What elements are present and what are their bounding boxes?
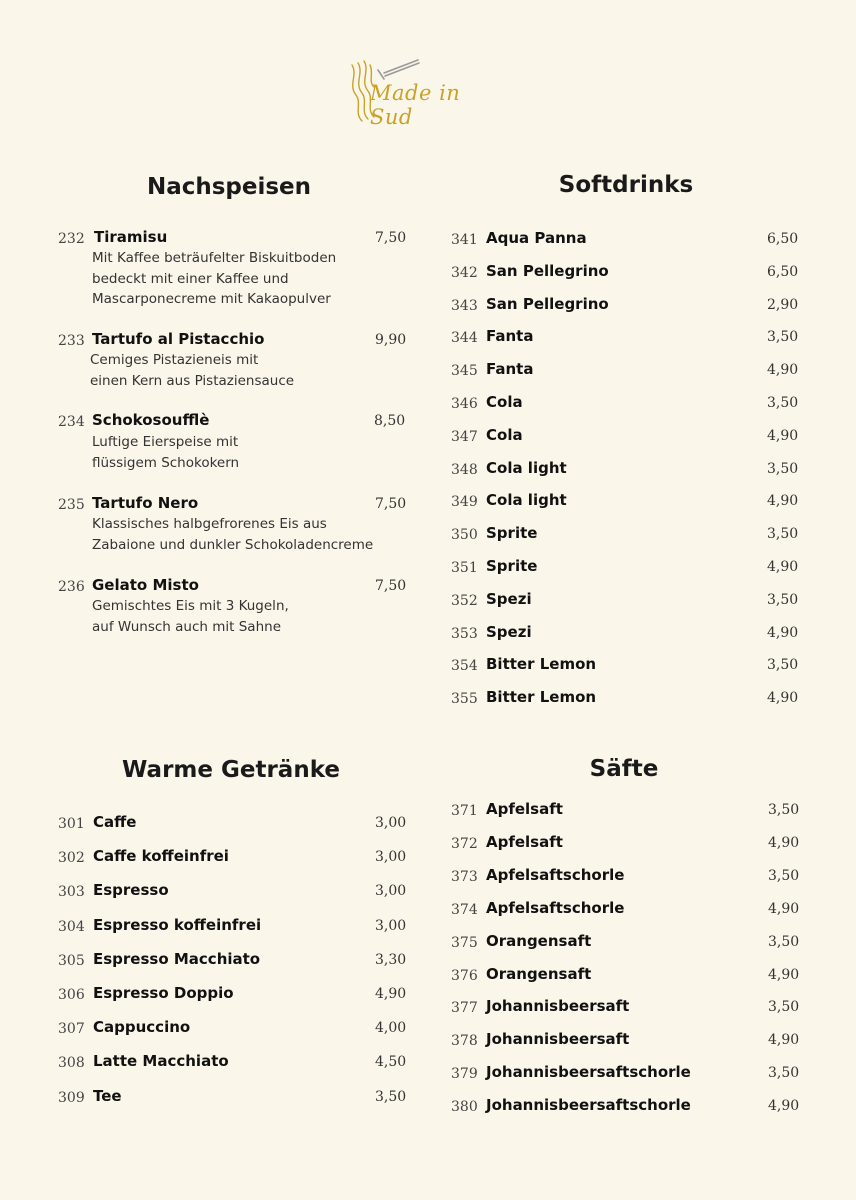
item-price: 4,90 (767, 362, 799, 379)
item-number: 350 (451, 527, 478, 544)
item-price: 7,50 (375, 578, 407, 594)
item-name: Gelato Misto (92, 576, 199, 594)
item-name: Johannisbeersaft (486, 1030, 630, 1049)
item-name: Espresso Doppio (93, 984, 234, 1002)
item-description (92, 432, 239, 473)
item-name: Caffe (93, 813, 137, 831)
desc-line: auf Wunsch auch mit Sahne (92, 618, 281, 635)
item-price: 7,50 (375, 230, 407, 246)
item-name: Cola light (486, 491, 567, 510)
item-price: 8,50 (374, 413, 406, 429)
item-name: Apfelsaft (486, 800, 563, 818)
item-number: 307 (58, 1021, 85, 1038)
item-number: 379 (451, 1066, 478, 1083)
item-number: 345 (451, 363, 478, 380)
item-name: Tee (93, 1086, 122, 1105)
item-name: Cappuccino (93, 1018, 191, 1037)
softdrinks-title: Softdrinks (558, 172, 694, 198)
warme-getraenke-title: Warme Getränke (122, 757, 340, 783)
item-price: 4,50 (375, 1054, 407, 1071)
item-description (92, 248, 336, 310)
item-name: Sprite (486, 557, 538, 575)
item-name: Johannisbeersaftschorle (486, 1096, 691, 1115)
desc-line: Klassisches halbgefrorenes Eis aus (92, 516, 327, 532)
desc-line: Zabaione und dunkler Schokoladencreme (92, 536, 374, 553)
item-name: Espresso koffeinfrei (93, 915, 262, 934)
item-number: 234 (58, 414, 85, 430)
item-number: 371 (451, 803, 478, 819)
item-price: 4,90 (767, 690, 799, 707)
item-price: 3,00 (375, 883, 407, 900)
nachspeisen-title: Nachspeisen (146, 174, 312, 200)
item-name: Cola (486, 425, 523, 444)
item-name: Cola (486, 393, 523, 411)
item-number: 348 (451, 461, 478, 478)
item-number: 349 (451, 494, 478, 511)
item-name: Espresso Macchiato (93, 949, 261, 968)
item-number: 304 (58, 918, 85, 935)
desc-line: Luftige Eierspeise mit (92, 434, 239, 450)
item-name: San Pellegrino (486, 294, 609, 313)
desc-line: Gemischtes Eis mit 3 Kugeln, (92, 598, 289, 614)
item-price: 3,50 (767, 329, 799, 346)
item-name: Bitter Lemon (486, 655, 597, 674)
item-price: 2,90 (767, 296, 799, 313)
item-number: 236 (58, 579, 85, 595)
item-number: 303 (58, 884, 85, 901)
item-price: 3,50 (767, 657, 799, 674)
item-description (90, 350, 294, 391)
item-number: 355 (451, 691, 478, 708)
item-price: 4,90 (768, 966, 800, 983)
item-number: 232 (58, 231, 85, 247)
item-name: Aqua Panna (486, 229, 587, 247)
item-number: 375 (451, 934, 478, 951)
item-price: 4,90 (767, 559, 799, 575)
item-number: 302 (58, 850, 85, 867)
item-price: 4,90 (375, 986, 407, 1002)
item-name: Apfelsaftschorle (486, 898, 625, 917)
item-price: 3,00 (375, 917, 407, 934)
item-number: 372 (451, 835, 478, 852)
item-price: 6,50 (767, 263, 799, 280)
item-name: Tartufo Nero (92, 494, 199, 512)
item-price: 3,50 (767, 526, 799, 543)
item-number: 380 (451, 1099, 478, 1116)
item-price: 3,50 (375, 1088, 407, 1105)
item-name: Apfelsaftschorle (486, 865, 625, 884)
item-price: 4,00 (375, 1020, 407, 1037)
item-name: Latte Macchiato (93, 1052, 229, 1071)
item-number: 342 (451, 264, 478, 281)
item-name: Spezi (486, 622, 532, 641)
item-name: Orangensaft (486, 931, 592, 950)
item-number: 233 (58, 333, 85, 349)
item-price: 3,50 (768, 867, 800, 884)
item-description (92, 514, 373, 555)
desc-line: Cemiges Pistazieneis mit (90, 352, 259, 368)
item-name: Caffe koffeinfrei (93, 847, 229, 866)
desc-line: flüssigem Schokokern (92, 454, 240, 471)
desc-line: Mascarponecreme mit Kakaopulver (92, 291, 331, 307)
item-number: 344 (451, 330, 478, 347)
item-name: Cola light (486, 458, 567, 477)
item-number: 353 (451, 625, 478, 642)
item-price: 4,90 (768, 1098, 800, 1115)
item-price: 4,90 (767, 493, 799, 510)
item-number: 341 (451, 232, 478, 248)
item-name: Johannisbeersaftschorle (486, 1063, 691, 1082)
saefte-title: Säfte (589, 756, 659, 782)
item-name: Bitter Lemon (486, 688, 597, 707)
item-price: 4,90 (768, 834, 800, 851)
item-number: 352 (451, 592, 478, 609)
item-price: 3,50 (767, 591, 799, 608)
item-name: Tiramisu (94, 228, 168, 246)
item-name: Espresso (93, 881, 169, 900)
item-price: 4,90 (768, 1032, 800, 1049)
item-number: 301 (58, 816, 85, 832)
item-price: 3,50 (768, 802, 800, 818)
logo-text: Made in Sud (370, 81, 461, 129)
item-price: 6,50 (767, 231, 799, 247)
item-number: 376 (451, 967, 478, 984)
item-number: 309 (58, 1089, 85, 1106)
item-number: 378 (451, 1033, 478, 1050)
item-number: 343 (451, 297, 478, 314)
item-number: 373 (451, 868, 478, 885)
item-number: 305 (58, 952, 85, 969)
item-number: 347 (451, 428, 478, 445)
item-price: 3,50 (768, 933, 800, 950)
item-name: San Pellegrino (486, 261, 609, 280)
item-number: 351 (451, 560, 478, 576)
item-price: 7,50 (375, 496, 407, 512)
item-name: Tartufo al Pistacchio (92, 330, 265, 348)
desc-line: bedeckt mit einer Kaffee und (92, 270, 289, 287)
item-price: 9,90 (375, 332, 407, 348)
item-price: 3,00 (375, 849, 407, 866)
item-name: Sprite (486, 524, 538, 543)
item-number: 346 (451, 396, 478, 412)
item-price: 4,90 (768, 900, 800, 917)
item-name: Schokosoufflè (92, 411, 210, 429)
item-price: 3,50 (767, 460, 799, 477)
item-price: 3,50 (767, 395, 799, 411)
item-price: 3,00 (375, 815, 407, 831)
item-price: 4,90 (767, 427, 799, 444)
item-number: 354 (451, 658, 478, 675)
item-name: Fanta (486, 360, 534, 379)
item-price: 3,50 (768, 999, 800, 1016)
item-price: 4,90 (767, 624, 799, 641)
item-name: Fanta (486, 327, 534, 346)
item-description (92, 596, 289, 637)
item-name: Spezi (486, 589, 532, 608)
item-price: 3,50 (768, 1065, 800, 1082)
desc-line: Mit Kaffee beträufelter Biskuitboden (92, 250, 337, 266)
item-number: 306 (58, 987, 85, 1003)
logo (340, 55, 510, 135)
item-name: Apfelsaft (486, 832, 563, 851)
item-number: 235 (58, 497, 85, 513)
desc-line: einen Kern aus Pistaziensauce (90, 372, 295, 389)
item-number: 374 (451, 901, 478, 918)
item-number: 377 (451, 1000, 478, 1017)
item-price: 3,30 (375, 951, 407, 968)
item-number: 308 (58, 1055, 85, 1072)
item-name: Orangensaft (486, 964, 592, 983)
item-name: Johannisbeersaft (486, 997, 630, 1016)
